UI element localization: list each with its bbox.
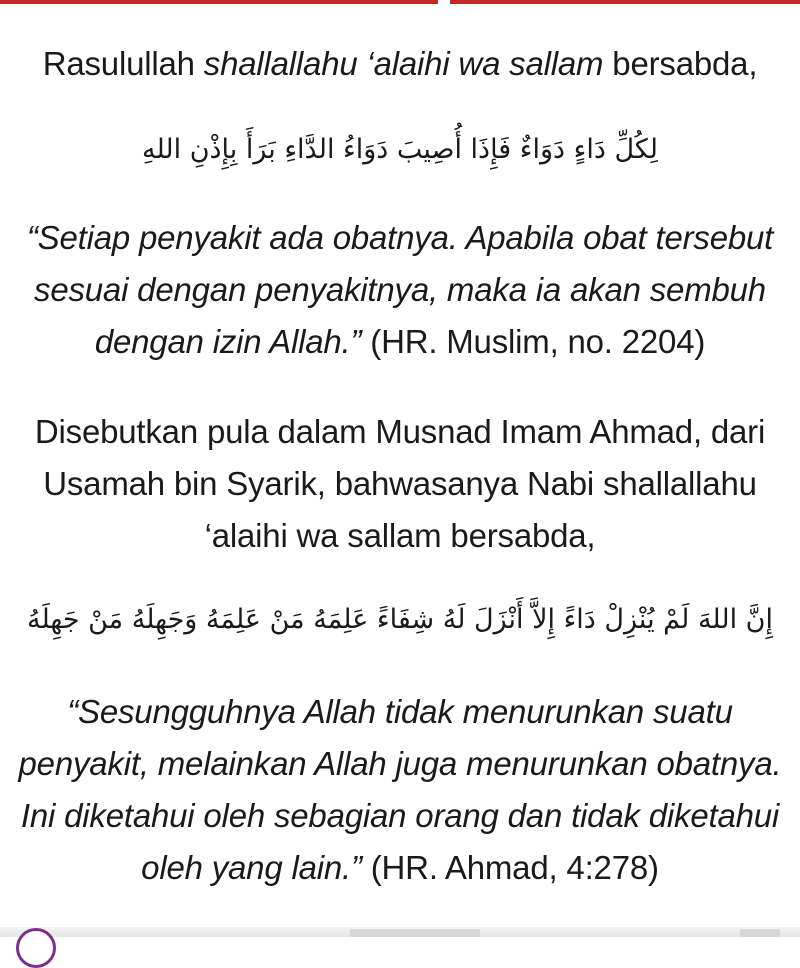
top-accent-bar-right xyxy=(450,0,800,4)
narration-line-1: Disebutkan pula dalam Musnad Imam Ahmad, dari xyxy=(34,413,766,450)
hadith1-arabic: لِكُلِّ دَاءٍ دَوَاءٌ فَإِذَا أُصِيبَ دَوَاءُ الدَّاءِ بَرَأَ بِإِذْنِ اللهِ xyxy=(141,134,659,165)
hadith2-translation-text-4: oleh yang lain.” xyxy=(141,849,362,886)
hadith1-translation-text-2: sesuai dengan penyakitnya, maka ia akan sembuh xyxy=(34,271,766,308)
hadith2-translation-text-3: Ini diketahui oleh sebagian orang dan tidak diketahui xyxy=(20,797,780,834)
intro-italic-honorific: shallallahu ‘alaihi wa sallam xyxy=(203,45,604,82)
avatar[interactable] xyxy=(16,928,56,968)
hadith2-translation-text-2: penyakit, melainkan Allah juga menurunkan obatnya. xyxy=(18,745,782,782)
intro-line xyxy=(0,38,800,90)
hadith2-translation-line-2 xyxy=(0,738,800,790)
hadith2-translation-line-3 xyxy=(0,790,800,842)
hadith2-translation-line-4 xyxy=(0,842,800,894)
hadith1-translation-text-1: “Setiap penyakit ada obatnya. Apabila obat tersebut xyxy=(26,219,774,256)
intro-prefix: Rasulullah xyxy=(42,45,204,82)
hadith2-source: (HR. Ahmad, 4:278) xyxy=(361,849,659,886)
hadith1-source: (HR. Muslim, no. 2204) xyxy=(361,323,706,360)
top-accent-bar-left xyxy=(0,0,438,4)
narration-line-2: Usamah bin Syarik, bahwasanya Nabi shallallahu xyxy=(43,465,757,502)
hadith1-translation-text-3: dengan izin Allah.” xyxy=(94,323,362,360)
hadith1-translation-line-2 xyxy=(0,264,800,316)
hadith1-translation-line-1 xyxy=(0,212,800,264)
next-card-thumbnail-small xyxy=(740,929,780,937)
next-card-thumbnail xyxy=(350,929,480,937)
hadith2-arabic: إِنَّ اللهَ لَمْ يُنْزِلْ دَاءً إِلاَّ أَنْزَلَ لَهُ شِفَاءً عَلِمَهُ مَنْ عَلِمَهُ وَجَهِلَهُ مَنْ جَهِلَهُ xyxy=(27,604,773,635)
hadith2-translation-text-1: “Sesungguhnya Allah tidak menurunkan suatu xyxy=(67,693,733,730)
hadith1-translation-line-3 xyxy=(0,316,800,368)
hadith2-translation-line-1 xyxy=(0,686,800,738)
intro-suffix: bersabda, xyxy=(603,45,758,82)
narration-line-3: ‘alaihi wa sallam bersabda, xyxy=(204,517,596,554)
